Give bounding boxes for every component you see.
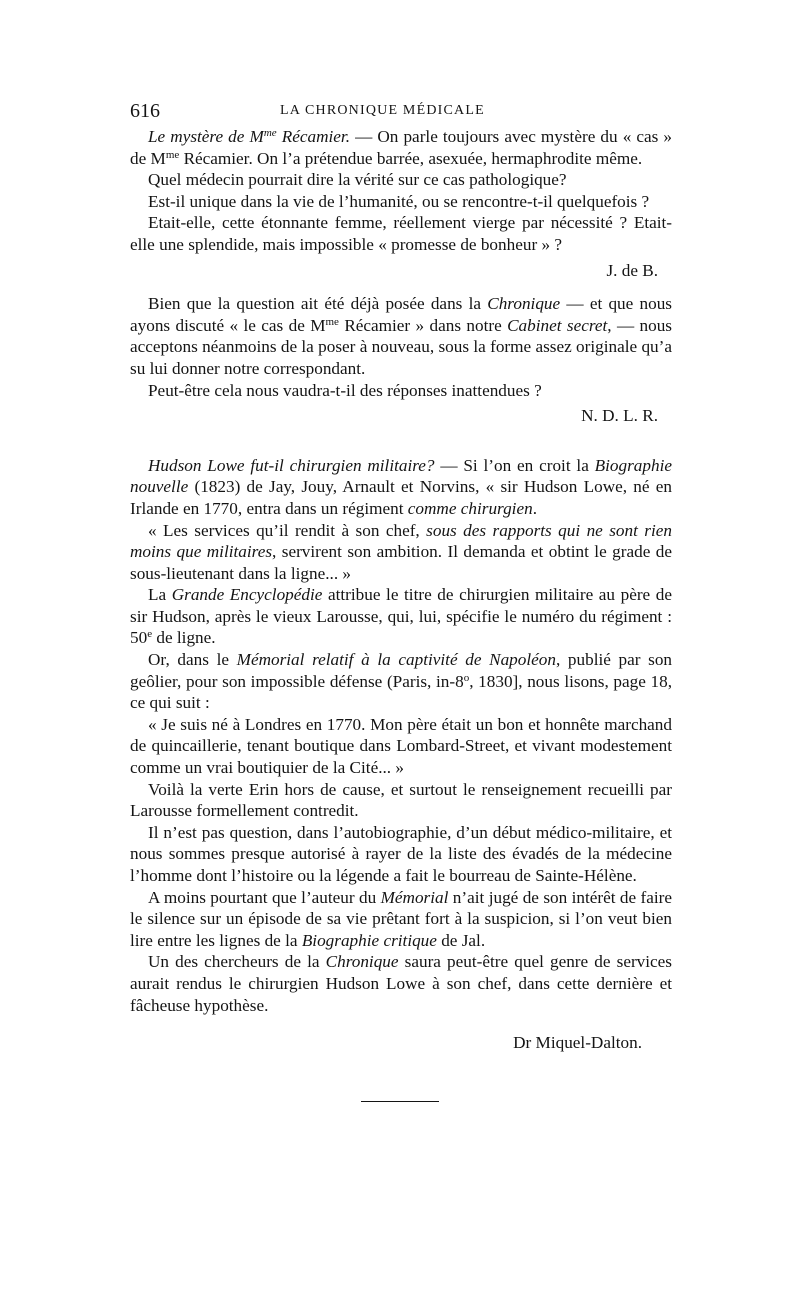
recamier-paragraph-2: Quel médecin pourrait dire la vérité sur ce cas pathologique? [148, 170, 567, 190]
p3-text-c: de ligne. [152, 628, 216, 648]
hudson-text-a: — Si l’on en croit la [434, 455, 595, 475]
hudson-text-c: . [532, 498, 537, 518]
note-text-c: Récamier » dans notre [338, 315, 508, 335]
p4-italic: Mémorial relatif à la captivité de Napoléon [236, 650, 556, 670]
p4-text-b: , publié par son geôlier, pour son impossible défense (Paris, in-8 [130, 650, 673, 691]
superscript: e [147, 628, 153, 641]
hudson-italic-biographie: Biographie nouvelle [130, 455, 672, 497]
editor-note-paragraph-2: Peut-être cela nous vaudra-t-il des réponses inattendues ? [148, 380, 542, 400]
hudson-paragraph-6: Voilà la verte Erin hors de cause, et surtout le renseignement recueilli par Larousse formellement contredit. [130, 779, 672, 821]
p9-text-b: saura peut-être quel genre de services aurait rendus le chirurgien Hudson Lowe à son chef, dans cette dernière et fâcheuse hypothèse. [130, 952, 672, 1015]
superscript: me [325, 315, 339, 328]
p3-text-b: attribue le titre de chirurgien militaire au père de sir Hudson, après le vieux Larousse, qui, lui, spécifie le numéro du régiment : 50 [130, 585, 672, 648]
recamier-text-b: Récamier. On l’a prétendue barrée, asexuée, hermaphrodite même. [179, 148, 643, 168]
hudson-title: Hudson Lowe fut-il chirurgien militaire? [148, 455, 435, 475]
p4-text-c: , 1830], nous lisons, page 18, ce qui suit : [130, 671, 672, 713]
p8-text-c: de Jal. [436, 930, 486, 950]
p2-text-b: , servirent son ambition. Il demanda et obtint le grade de sous-lieutenant dans la ligne... » [130, 542, 672, 583]
page-number: 616 [130, 100, 160, 122]
superscript: o [463, 671, 470, 684]
note-text-a: Bien que la question ait été déjà posée dans la [148, 294, 488, 314]
note-text-d: , — nous acceptons néanmoins de la poser à nouveau, sous la forme assez originale qu’a su lui donner notre correspondant. [130, 315, 672, 378]
recamier-paragraph-3: Est-il unique dans la vie de l’humanité, ou se rencontre-t-il quelquefois ? [148, 191, 650, 211]
p3-text-a: La [148, 585, 172, 605]
p2-italic: sous des rapports qui ne sont rien moins que militaires [130, 520, 672, 562]
closing-rule [361, 1101, 439, 1102]
signature-miquel-dalton: Dr Miquel-Dalton. [513, 1033, 642, 1053]
p4-text-a: Or, dans le [148, 650, 237, 670]
hudson-paragraph-1 [130, 455, 672, 520]
title-superscript: me [263, 127, 277, 139]
p9-text-a: Un des chercheurs de la [148, 952, 326, 972]
p8-italic-memorial: Mémorial [380, 887, 449, 907]
hudson-paragraph-8 [130, 887, 672, 952]
superscript: me [165, 148, 180, 161]
hudson-paragraph-2 [130, 520, 672, 585]
editor-note-paragraph-1 [130, 293, 672, 379]
hudson-paragraph-3 [130, 584, 672, 649]
page-header [130, 100, 672, 126]
recamier-paragraph-4: Etait-elle, cette étonnante femme, réellement vierge par nécessité ? Etait-elle une splendide, mais impossible « promesse de bonheur » ? [130, 213, 672, 254]
p8-italic-biographie: Biographie critique [301, 930, 437, 950]
recamier-paragraph-1 [130, 126, 672, 169]
p2-text-a: « Les services qu’il rendit à son chef, [148, 520, 427, 540]
signature-ndlr: N. D. L. R. [581, 406, 658, 426]
hudson-paragraph-5: « Je suis né à Londres en 1770. Mon père était un bon et honnête marchand de quincaillerie, tenant boutique dans Lombard-Street, et vivant modestement comme un vrai boutiquier de la Cité... » [130, 714, 672, 778]
recamier-title [148, 127, 350, 146]
hudson-paragraph-4 [130, 649, 672, 714]
recamier-title-text: Le mystère de M [148, 127, 264, 146]
p3-italic: Grande Encyclopédie [171, 585, 323, 605]
p8-text-b: n’ait jugé de son intérêt de faire le silence sur un épisode de sa vie prêtant fort à la suspicion, si l’on veut bien lire entre les lignes de la [130, 887, 672, 950]
p8-text-a: A moins pourtant que l’auteur du [148, 887, 381, 907]
hudson-italic-chirurgien: comme chirurgien [407, 498, 533, 518]
article-page [130, 100, 672, 1054]
recamier-text-a: — On parle toujours avec mystère du « cas » de M [130, 127, 673, 168]
p9-italic: Chronique [325, 952, 399, 972]
hudson-paragraph-7: Il n’est pas question, dans l’autobiographie, d’un début médico-militaire, et nous sommes presque autorisé à rayer de la liste des évadés de la médecine l’homme dont l’histoire ou la légende a fait le bourreau de Sainte-Hélène. [130, 822, 672, 885]
note-text-b: — et que nous ayons discuté « le cas de M [130, 294, 672, 335]
note-italic-cabinet: Cabinet secret [507, 315, 608, 335]
running-title: LA CHRONIQUE MÉDICALE [280, 103, 485, 118]
note-italic-chronique: Chronique [487, 294, 561, 314]
hudson-paragraph-9 [130, 951, 672, 1016]
hudson-text-b: (1823) de Jay, Jouy, Arnault et Norvins, « sir Hudson Lowe, né en Irlande en 1770, entra dans un régiment [130, 477, 672, 518]
signature-jdeb: J. de B. [606, 260, 658, 280]
recamier-title-end: Récamier. [276, 127, 350, 146]
